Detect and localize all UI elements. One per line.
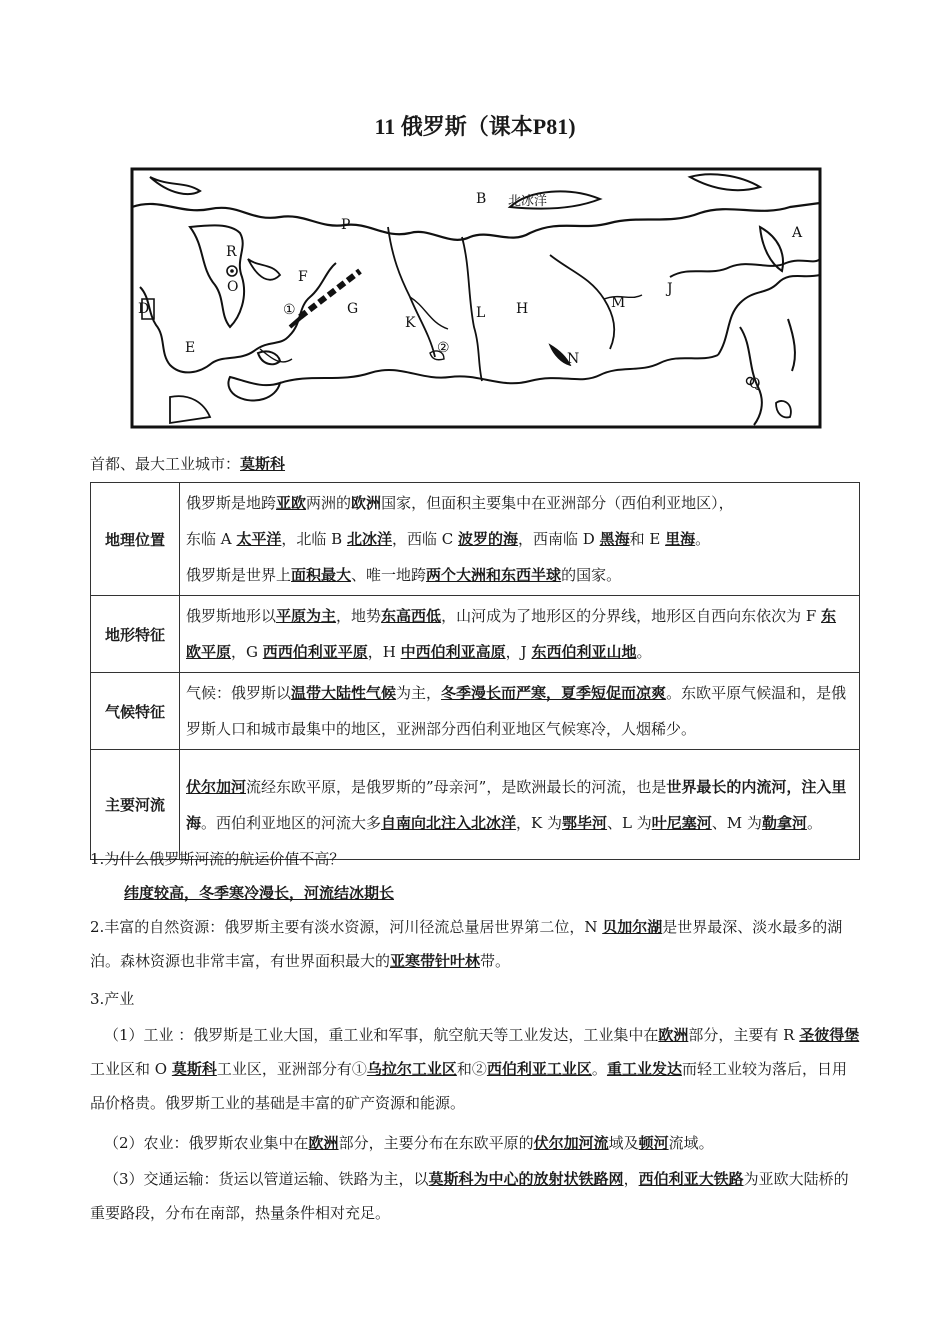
row-header-geo: 地理位置 [91, 483, 180, 596]
map-label-f: F [298, 269, 308, 285]
map-label-q: Q [749, 376, 761, 392]
section-3-heading: 3.产业 [90, 990, 135, 1008]
map-label-h: H [516, 301, 529, 317]
page-title: 11 俄罗斯（课本P81) [374, 114, 576, 139]
map-label-d: D [138, 301, 150, 317]
map-label-a: A [792, 225, 803, 241]
table-row-climate [91, 673, 860, 750]
map-label-circle2: ② [437, 340, 450, 356]
map-label-ocean: 北冰洋 [508, 194, 548, 209]
map-label-o: O [227, 279, 239, 295]
map-label-j: J [667, 281, 673, 297]
map-label-p: P [341, 217, 351, 233]
row-header-terrain: 地形特征 [91, 596, 180, 673]
row-body-geo: 俄罗斯是地跨亚欧两洲的欧洲国家，但面积主要集中在亚洲部分（西伯利亚地区）， 东临 A 太平洋，北临 B 北冰洋，西临 C 波罗的海，西南临 D 黑海和 E 里海。 俄罗斯是世界上面积最大、唯一地跨两个大洲和东西半球的国家。 [180, 483, 860, 596]
map-label-l: L [476, 305, 486, 321]
agriculture-paragraph: （2）农业：俄罗斯农业集中在欧洲部分，主要分布在东欧平原的伏尔加河流域及顿河流域。 [104, 1134, 714, 1152]
russia-map [130, 167, 822, 429]
industry-paragraph: （1）工业 ：俄罗斯是工业大国，重工业和军事，航空航天等工业发达，工业集中在欧洲部分，主要有 R 圣彼得堡工业区和 O 莫斯科工业区，亚洲部分有①乌拉尔工业区和②西伯利亚工业区。重工业发达而轻工业较为落后，日用品价格贵。俄罗斯工业的基础是丰富的矿产资源和能源。 [90, 1026, 860, 1112]
map-label-e: E [185, 340, 196, 356]
map-label-g: G [347, 301, 359, 317]
transport-paragraph: （3）交通运输：货运以管道运输、铁路为主，以莫斯科为中心的放射状铁路网，西伯利亚大铁路为亚欧大陆桥的重要路段，分布在南部，热量条件相对充足。 [90, 1170, 849, 1222]
answer-1: 纬度较高，冬季寒冷漫长，河流结冰期长 [124, 884, 395, 902]
row-header-climate: 气候特征 [91, 673, 180, 750]
table-row-terrain [91, 596, 860, 673]
capital-line: 首都、最大工业城市：莫斯科 [90, 455, 286, 473]
question-2: 2.丰富的自然资源：俄罗斯主要有淡水资源，河川径流总量居世界第二位，N 贝加尔湖是世界最深、淡水最多的湖泊。森林资源也非常丰富，有世界面积最大的亚寒带针叶林带。 [90, 918, 843, 970]
map-label-k: K [405, 315, 416, 331]
map-label-r: R [226, 244, 237, 260]
map-label-n: N [567, 351, 580, 367]
row-body-rivers: 伏尔加河流经东欧平原，是俄罗斯的”母亲河”，是欧洲最长的河流，也是世界最长的内流河，注入里海。西伯利亚地区的河流大多自南向北注入北冰洋，K 为鄂毕河、L 为叶尼塞河、M 为勒拿河。 [180, 750, 860, 860]
map-label-m: M [611, 295, 626, 311]
info-table [90, 482, 860, 860]
question-1: 1.为什么俄罗斯河流的航运价值不高？ [90, 850, 345, 868]
map-label-circle1: ① [283, 302, 296, 318]
row-header-rivers: 主要河流 [91, 750, 180, 860]
row-body-climate: 气候：俄罗斯以温带大陆性气候为主，冬季漫长而严寒，夏季短促而凉爽。东欧平原气候温和，是俄罗斯人口和城市最集中的地区，亚洲部分西伯利亚地区气候寒冷，人烟稀少。 [180, 673, 860, 750]
row-body-terrain: 俄罗斯地形以平原为主，地势东高西低，山河成为了地形区的分界线，地形区自西向东依次为 F 东欧平原，G 西西伯利亚平原，H 中西伯利亚高原，J 东西伯利亚山地。 [180, 596, 860, 673]
capital-value: 莫斯科 [240, 455, 286, 473]
table-row-geo [91, 483, 860, 596]
map-label-b: B [476, 191, 487, 207]
